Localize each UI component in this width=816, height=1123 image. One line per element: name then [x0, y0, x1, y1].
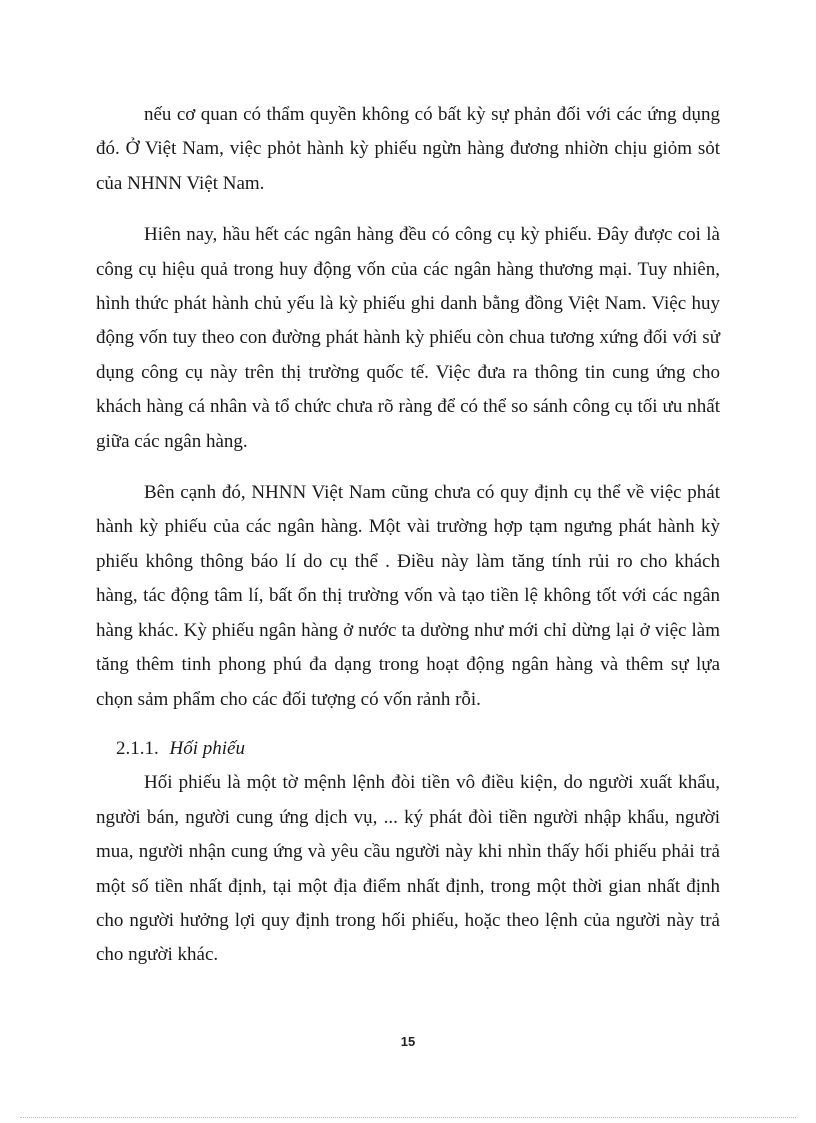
paragraph-1: nếu cơ quan có thẩm quyền không có bất kỳ sự phản đối với các ứng dụng đó. Ở Việt Nam, việc phỏt hành kỳ phiếu ngừn hàng đương nhiờn chịu giỏm sỏt của NHNN Việt Nam.	[96, 104, 720, 194]
body-text	[96, 98, 720, 973]
paragraph-2: Hiên nay, hầu hết các ngân hàng đều có công cụ kỳ phiếu. Đây được coi là công cụ hiệu quả trong huy động vốn của các ngân hàng thương mại. Tuy nhiên, hình thức phát hành chủ yếu là kỳ phiếu ghi danh bằng đồng Việt Nam. Việc huy động vốn tuy theo con đường phát hành kỳ phiếu còn chua tương xứng đối với sử dụng công cụ này trên thị trường quốc tế. Việc đưa ra thông tin cung ứng cho khách hàng cá nhân và tổ chức chưa rõ ràng để có thể so sánh công cụ tối ưu nhất giữa các ngân hàng.	[96, 224, 720, 452]
page-bottom-divider	[20, 1117, 796, 1118]
paragraph-4: Hối phiếu là một tờ mệnh lệnh đòi tiền vô điều kiện, do người xuất khẩu, người bán, người cung ứng dịch vụ, ... ký phát đòi tiền người nhập khẩu, người mua, người nhận cung ứng và yêu cầu người này khi nhìn thấy hối phiếu phải trả một số tiền nhất định, tại một địa điểm nhất định, trong một thời gian nhất định cho người hưởng lợi quy định trong hối phiếu, hoặc theo lệnh của người này trả cho người khác.	[96, 772, 720, 966]
paragraph-3: Bên cạnh đó, NHNN Việt Nam cũng chưa có quy định cụ thể về việc phát hành kỳ phiếu của các ngân hàng. Một vài trường hợp tạm ngưng phát hành kỳ phiếu không thông báo lí do cụ thể . Điều này làm tăng tính rủi ro cho khách hàng, tác động tâm lí, bất ổn thị trường vốn và tạo tiền lệ không tốt với các ngân hàng khác. Kỳ phiếu ngân hàng ở nước ta dường như mới chỉ dừng lại ở việc làm tăng thêm tinh phong phú đa dạng trong hoạt động ngân hàng và thêm sự lựa chọn sảm phẩm cho các đối tượng có vốn rảnh rỗi.	[96, 482, 720, 710]
section-number: 2.1.1.	[116, 737, 159, 759]
section-heading	[96, 732, 720, 766]
section-title: Hối phiếu	[169, 737, 245, 759]
page-number: 15	[400, 1034, 416, 1049]
